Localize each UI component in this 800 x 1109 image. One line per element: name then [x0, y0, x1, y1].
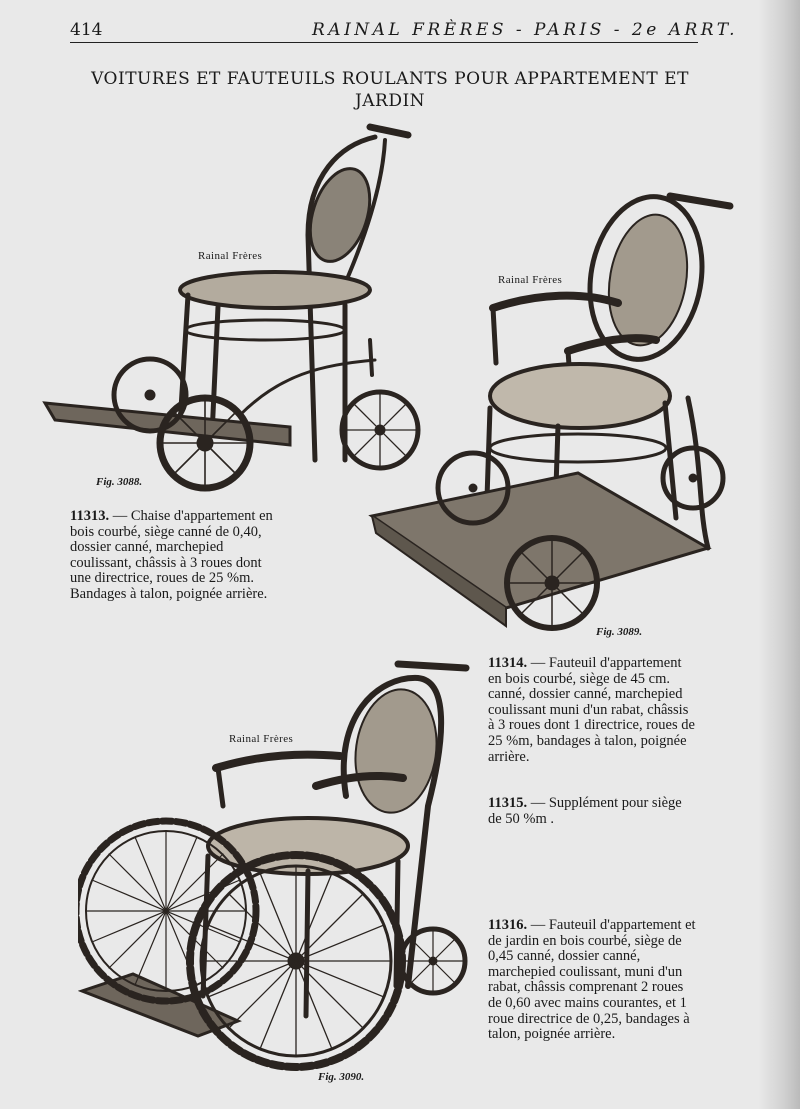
figure-3088-brand-label: Rainal Frères: [198, 250, 263, 262]
header-rule: [70, 42, 698, 43]
item-11314-ref: 11314.: [488, 655, 528, 671]
item-11314-text: — Fauteuil d'appartement en bois courbé, siège de 45 cm. canné, dossier canné, marchepied coulissant muni d'un rabat, châssis à 3 roues dont 1 directrice, roues de 25 %m, bandages à talon, poignée arrière.: [488, 655, 695, 765]
figure-3090-caption: Fig. 3090.: [318, 1071, 365, 1083]
item-11314-description: [488, 656, 698, 765]
figure-3090-illustration: [78, 656, 478, 1076]
item-11313-ref: 11313.: [70, 508, 110, 524]
item-11316-text: — Fauteuil d'appartement et de jardin en bois courbé, siège de 0,45 canné, dossier canné, marchepied coulissant, muni d'un rabat, châssis comprenant 2 roues de 0,60 avec mains courantes, et 1 roue directrice de 0,25, bandages à talon, poignée arrière.: [488, 917, 696, 1043]
item-11315-ref: 11315.: [488, 795, 528, 811]
figure-3090-brand-label: Rainal Frères: [229, 733, 294, 745]
item-11315-text: — Supplément pour siège de 50 %m .: [488, 795, 682, 827]
figure-3089-caption: Fig. 3089.: [596, 626, 643, 638]
item-11316-description: [488, 918, 698, 1043]
running-header: RAINAL FRÈRES - PARIS - 2e ARRT.: [312, 20, 739, 40]
item-11313-text: — Chaise d'appartement en bois courbé, siège canné de 0,40, dossier canné, marchepied coulissant, châssis à 3 roues dont une directrice, roues de 25 %m. Bandages à talon, poignée arrière.: [70, 508, 273, 602]
page-number: 414: [70, 20, 103, 40]
figure-3088-caption: Fig. 3088.: [96, 476, 143, 488]
figure-3089-brand-label: Rainal Frères: [498, 274, 563, 286]
item-11316-ref: 11316.: [488, 917, 528, 933]
item-11313-description: [70, 509, 282, 603]
figure-3089-illustration: [368, 188, 748, 638]
page-edge-shadow: [758, 0, 800, 1109]
page-title: VOITURES ET FAUTEUILS ROULANTS POUR APPARTEMENT ET JARDIN: [91, 69, 689, 111]
item-11315-description: [488, 796, 698, 827]
